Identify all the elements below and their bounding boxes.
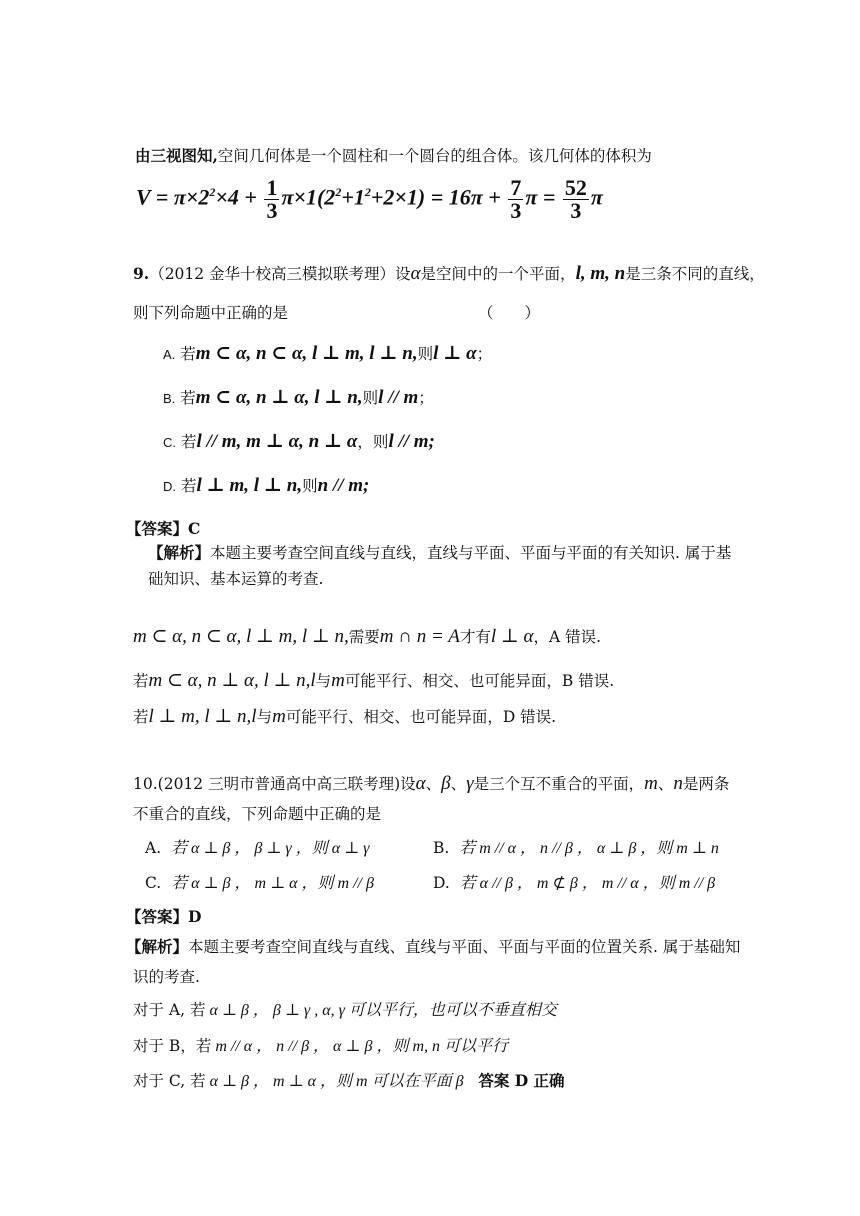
q10-answer: 【答案】D xyxy=(126,907,202,926)
intro-text: 空间几何体是一个圆柱和一个圆台的组合体。该几何体的体积为 xyxy=(217,147,652,165)
q9-expl-a: m ⊂ α, n ⊂ α, l ⊥ m, l ⊥ n,需要m ∩ n = A才有l ⊥ α，A 错误. xyxy=(133,626,602,647)
final-answer-note: 答案 D 正确 xyxy=(478,1071,565,1090)
q10-stem: 10.(2012 三明市普通高中高三联考理)设α、β、γ是三个互不重合的平面，m、n是两条 xyxy=(133,773,730,794)
q9-option-d: D. 若l ⊥ m, l ⊥ n,则n // m; xyxy=(163,475,370,496)
q9-option-a: A. 若m ⊂ α, n ⊂ α, l ⊥ m, l ⊥ n,则l ⊥ α； xyxy=(163,343,493,364)
q9-option-c: C. 若l // m, m ⊥ α, n ⊥ α，则l // m; xyxy=(163,431,435,452)
volume-formula: $V = \pi\times 2^2\times 4$ + $\frac{1}{3}$ $\pi\times 1(2^2+1^2+2\times 1) = 16\pi$ + $\frac{7}{3}$ π = $\frac{52}{3}$ π xyxy=(136,174,603,223)
q9-option-b: B. 若m ⊂ α, n ⊥ α, l ⊥ n,则l // m； xyxy=(163,387,434,408)
q9-analysis-line1: 【解析】本题主要考查空间直线与直线，直线与平面、平面与平面的有关知识. 属于基 xyxy=(148,543,732,562)
q9-expl-d: 若l ⊥ m, l ⊥ n,l与m可能平行、相交、也可能异面，D 错误. xyxy=(133,706,557,727)
q10-option-d: D. 若 α // β ， m ⊄ β ， m // α ，则 m // β xyxy=(433,874,716,892)
q9-analysis-line2: 础知识、基本运算的考查. xyxy=(148,570,324,588)
q9-stem-line2: 则下列命题中正确的是 （ ） xyxy=(133,304,541,322)
fraction: $\frac{52}{3}$ xyxy=(564,174,587,223)
q10-analysis-line1: 【解析】本题主要考查空间直线与直线、直线与平面、平面与平面的位置关系. 属于基础知 xyxy=(126,937,741,956)
intro-bold-lead: 由三视图知, xyxy=(135,146,218,165)
q10-option-a: A. 若 α ⊥ β ， β ⊥ γ ，则 α ⊥ γ xyxy=(145,839,370,857)
q9-stem: 9.（2012 金华十校高三模拟联考理）设α是空间中的一个平面，l, m, n是三条不同的直线， xyxy=(133,263,765,284)
answer-blank: （ ） xyxy=(478,304,541,322)
q9-expl-b: 若m ⊂ α, n ⊥ α, l ⊥ n,l与m可能平行、相交、也可能异面，B 错误. xyxy=(133,670,615,691)
q10-option-c: C. 若 α ⊥ β ， m ⊥ α ，则 m // β xyxy=(145,874,374,892)
fraction: $\frac{7}{3}$ xyxy=(510,174,522,223)
q10-analysis-line2: 识的考查. xyxy=(133,968,200,986)
fraction: $\frac{1}{3}$ xyxy=(266,174,278,223)
q10-expl-b: 对于 B，若 m // α ， n // β ， α ⊥ β ，则 m, n 可以平行 xyxy=(133,1037,509,1055)
q9-answer: 【答案】C xyxy=(126,519,201,538)
intro-line xyxy=(135,146,652,166)
q10-expl-a: 对于 A, 若 α ⊥ β ， β ⊥ γ , α, γ 可以平行，也可以不垂直相交 xyxy=(133,1001,557,1019)
q10-expl-c: 对于 C, 若 α ⊥ β ， m ⊥ α ，则 m 可以在平面 β 答案 D 正确 xyxy=(133,1071,565,1090)
q10-option-b: B. 若 m // α ， n // β ， α ⊥ β ，则 m ⊥ n xyxy=(433,839,719,857)
q10-stem-line2: 不重合的直线，下列命题中正确的是 xyxy=(133,805,382,823)
